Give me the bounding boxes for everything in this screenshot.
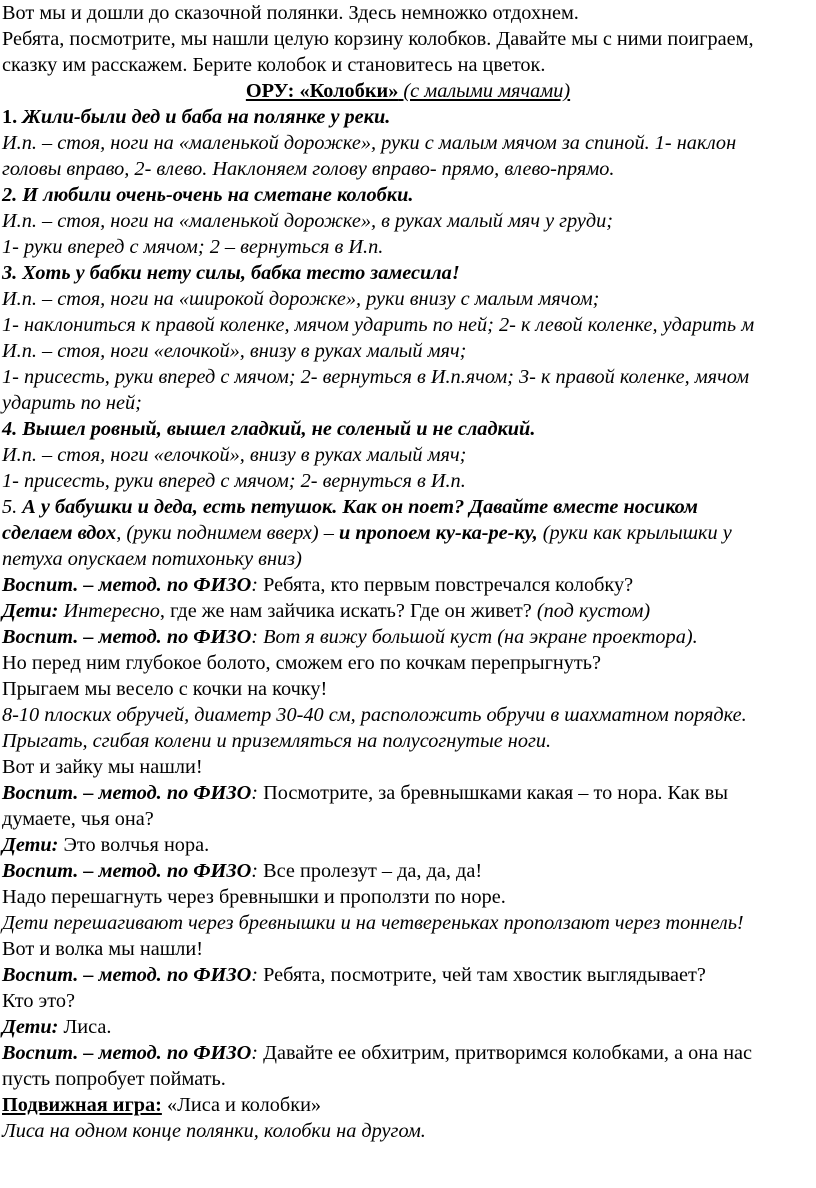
exercise-3-text-1: И.п. – стоя, ноги на «широкой дорожке», руки внизу с малым мячом; [2,288,600,310]
exercise-3-title: 3. Хоть у бабки нету силы, бабка тесто замесила! [2,262,460,284]
speaker-children: Дети: [2,1016,59,1038]
instruction-line: 8-10 плоских обручей, диаметр 30-40 см, расположить обручи в шахматном порядке. [2,704,747,726]
instruction-line: Дети перешагивают через бревнышки и на четвереньках проползают через тоннель! [2,912,744,934]
intro-line-3: сказку им расскажем. Берите колобок и становитесь на цветок. [2,54,546,76]
dialogue-teacher-4: Воспит. – метод. по ФИЗО: Все пролезут – да, да, да! [2,860,483,882]
exercise-2-text-1: И.п. – стоя, ноги на «маленькой дорожке», в руках малый мяч у груди; [2,210,614,232]
dialogue-teacher-6: Воспит. – метод. по ФИЗО: Давайте ее обхитрим, притворимся колобками, а она нас [2,1042,753,1064]
narration-line: думаете, чья она? [2,808,154,830]
section-heading-title: ОРУ: «Колобки» [245,80,399,102]
speaker-teacher: Воспит. – метод. по ФИЗО [2,860,252,882]
exercise-3-text-2: 1- наклониться к правой коленке, мячом ударить по ней; 2- к левой коленке, ударить м [2,314,755,336]
instruction-line: Прыгать, сгибая колени и приземляться на полусогнутые ноги. [2,730,552,752]
narration-line: Вот и зайку мы нашли! [2,756,203,778]
exercise-1-title: 1. Жили-были дед и баба на полянке у реки. [2,106,391,128]
narration-line: пусть попробует поймать. [2,1068,226,1090]
exercise-1-text-2: головы вправо, 2- влево. Наклоняем голову вправо- прямо, влево-прямо. [2,158,615,180]
speaker-teacher: Воспит. – метод. по ФИЗО [2,1042,252,1064]
dialogue-teacher-1: Воспит. – метод. по ФИЗО: Ребята, кто первым повстречался колобку? [2,574,634,596]
game-heading-label: Подвижная игра: [2,1094,162,1116]
dialogue-teacher-3: Воспит. – метод. по ФИЗО: Посмотрите, за бревнышками какая – то нора. Как вы [2,782,728,804]
exercise-5-text-2: петуха опускаем потихоньку вниз) [2,548,302,570]
intro-line-1: Вот мы и дошли до сказочной полянки. Здесь немножко отдохнем. [2,2,579,24]
speaker-teacher: Воспит. – метод. по ФИЗО [2,782,252,804]
game-heading-title: «Лиса и колобки» [161,1094,322,1116]
narration-line: Вот и волка мы нашли! [2,938,204,960]
dialogue-teacher-5: Воспит. – метод. по ФИЗО: Ребята, посмотрите, чей там хвостик выглядывает? [2,964,706,986]
narration-line: Надо перешагнуть через бревнышки и проползти по норе. [2,886,506,908]
section-heading-note: (с малыми мячами) [398,80,571,102]
exercise-3-text-4: 1- присесть, руки вперед с мячом; 2- вернуться в И.п.ячом; 3- к правой коленке, мячом [2,366,750,388]
instruction-line: Лиса на одном конце полянки, колобки на другом. [2,1120,426,1142]
speaker-teacher: Воспит. – метод. по ФИЗО [2,626,252,648]
dialogue-children-2: Дети: Это волчья нора. [2,834,210,856]
game-heading [2,1092,816,1118]
speaker-teacher: Воспит. – метод. по ФИЗО [2,964,252,986]
narration-line: Кто это? [2,990,76,1012]
dialogue-children-3: Дети: Лиса. [2,1016,112,1038]
exercise-1-text-1: И.п. – стоя, ноги на «маленькой дорожке», руки с малым мячом за спиной. 1- наклон [2,132,737,154]
exercise-4-title: 4. Вышел ровный, вышел гладкий, не соленый и не сладкий. [2,418,536,440]
dialogue-teacher-2: Воспит. – метод. по ФИЗО: Вот я вижу большой куст (на экране проектора). [2,626,698,648]
dialogue-children-1: Дети: Интересно, где же нам зайчика искать? Где он живет? (под кустом) [2,600,651,622]
exercise-2-text-2: 1- руки вперед с мячом; 2 – вернуться в И.п. [2,236,384,258]
exercise-2-title: 2. И любили очень-очень на сметане колобки. [2,184,414,206]
narration-line: Но перед ним глубокое болото, сможем его по кочкам перепрыгнуть? [2,652,602,674]
exercise-4-text-1: И.п. – стоя, ноги «елочкой», внизу в руках малый мяч; [2,444,467,466]
exercise-5-text-1: сделаем вдох, (руки поднимем вверх) – и пропоем ку-ка-ре-ку, (руки как крылышки у [2,522,732,544]
intro-line-2: Ребята, посмотрите, мы нашли целую корзину колобков. Давайте мы с ними поиграем, [2,28,754,50]
speaker-teacher: Воспит. – метод. по ФИЗО [2,574,252,596]
exercise-3-text-5: ударить по ней; [2,392,142,414]
narration-line: Прыгаем мы весело с кочки на кочку! [2,678,328,700]
exercise-3-text-3: И.п. – стоя, ноги «елочкой», внизу в руках малый мяч; [2,340,467,362]
section-heading-oru [0,78,816,104]
speaker-children: Дети: [2,834,59,856]
speaker-children: Дети: [2,600,59,622]
exercise-5-title: 5. А у бабушки и деда, есть петушок. Как он поет? Давайте вместе носиком [2,496,698,518]
exercise-4-text-2: 1- присесть, руки вперед с мячом; 2- вернуться в И.п. [2,470,466,492]
